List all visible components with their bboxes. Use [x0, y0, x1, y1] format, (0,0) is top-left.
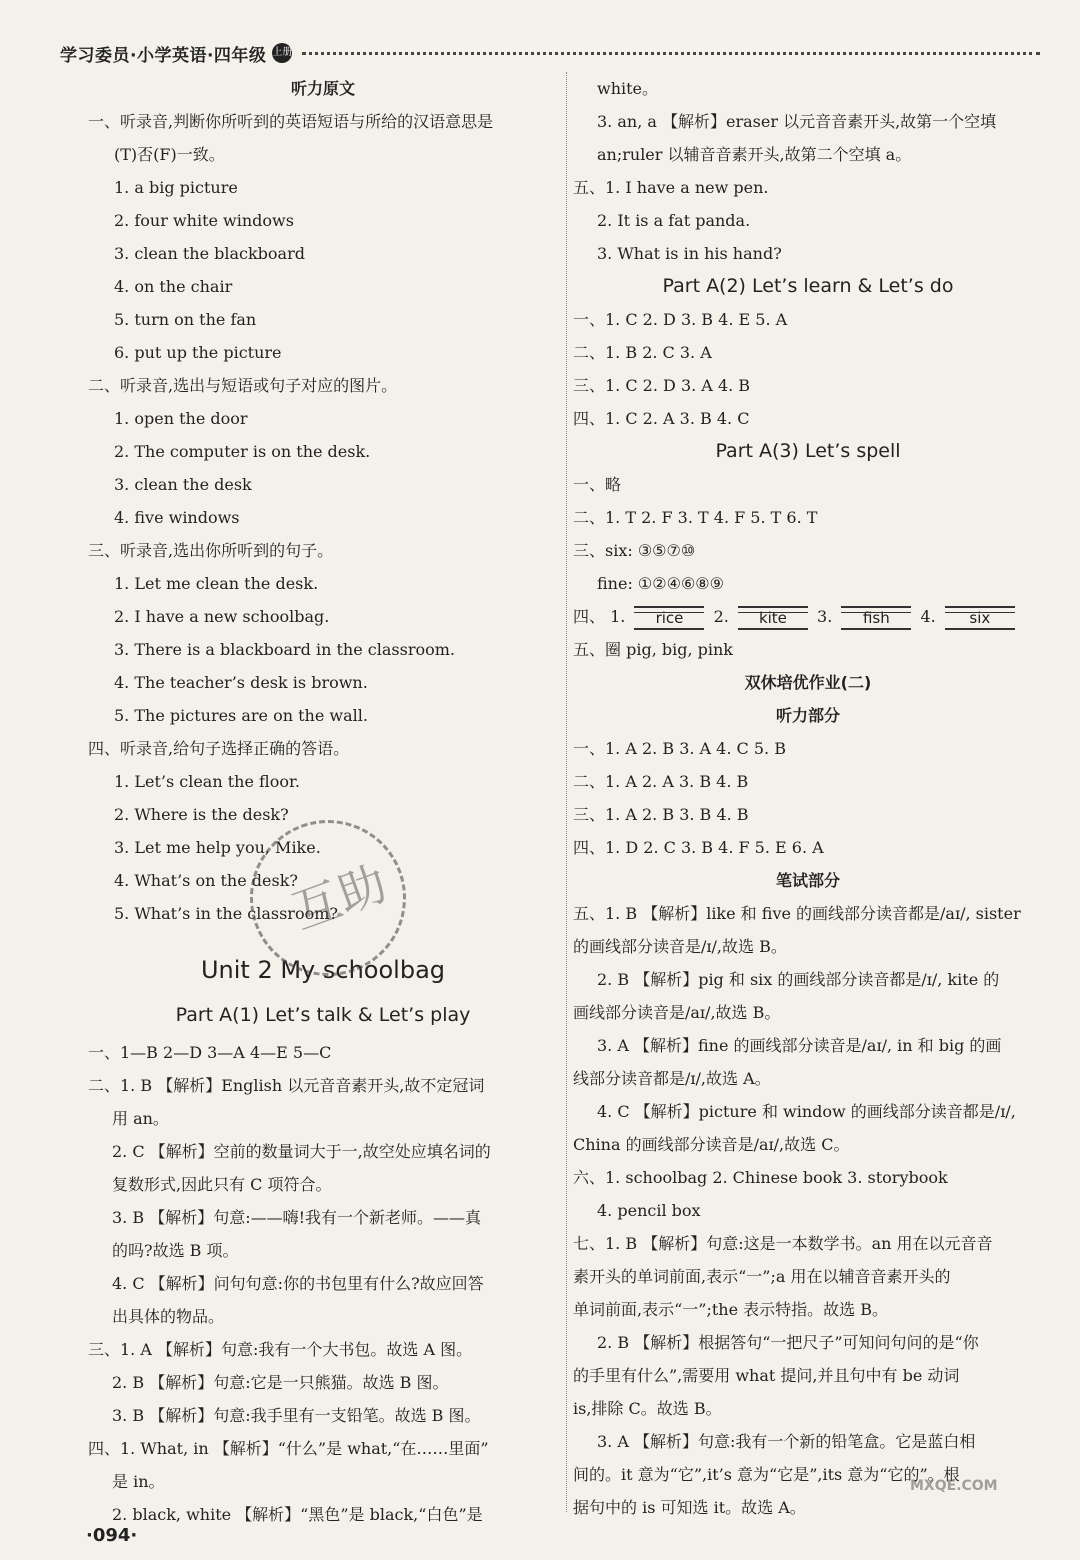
handwriting-word: kite	[738, 606, 808, 630]
answer-line: 用 an。	[112, 1109, 169, 1128]
answer-line: 3. an, a 【解析】eraser 以元音音素开头,故第一个空填	[597, 112, 997, 131]
site-watermark: MXQE.COM	[910, 1478, 998, 1494]
handwriting-word: six	[945, 606, 1015, 630]
listening-item: 6. put up the picture	[114, 343, 282, 362]
answer-line: 一、1—B 2—D 3—A 4—E 5—C	[88, 1043, 332, 1062]
answer-line: 是 in。	[112, 1472, 165, 1491]
answer-line: 的画线部分读音是/ɪ/,故选 B。	[573, 937, 787, 956]
answer-line: 七、1. B 【解析】句意:这是一本数学书。an 用在以元音音	[573, 1234, 993, 1253]
answer-line: 五、1. B 【解析】like 和 five 的画线部分读音都是/aɪ/, sister	[573, 904, 1021, 923]
listening-item: 4. What’s on the desk?	[114, 871, 298, 890]
answer-line: white。	[597, 79, 659, 98]
listening-item: 3. Let me help you, Mike.	[114, 838, 321, 857]
answer-line: 一、1. C 2. D 3. B 4. E 5. A	[573, 310, 788, 329]
part-title: Part A(3) Let’s spell	[715, 440, 901, 462]
answer-line: 线部分读音都是/ɪ/,故选 A。	[573, 1069, 771, 1088]
listening-item: 5. turn on the fan	[114, 310, 257, 329]
spell-num: 1.	[610, 607, 626, 626]
listening-item: 1. Let me clean the desk.	[114, 574, 319, 593]
answer-line: 四、1. What, in 【解析】“什么”是 what,“在……里面”	[88, 1439, 489, 1458]
answer-line: 四、1. D 2. C 3. B 4. F 5. E 6. A	[573, 838, 824, 857]
question-heading: 四、听录音,给句子选择正确的答语。	[88, 739, 350, 758]
unit-title: Unit 2 My schoolbag	[200, 956, 446, 984]
answer-line: 3. B 【解析】句意:——嗨!我有一个新老师。——真	[112, 1208, 482, 1227]
answer-line: 一、1. A 2. B 3. A 4. C 5. B	[573, 739, 786, 758]
answer-line: 三、1. A 2. B 3. B 4. B	[573, 805, 749, 824]
question-heading: 一、听录音,判断你所听到的英语短语与所给的汉语意思是	[88, 112, 494, 131]
listening-item: 1. a big picture	[114, 178, 238, 197]
answer-line: 二、1. T 2. F 3. T 4. F 5. T 6. T	[573, 508, 818, 527]
answer-line: 2. B 【解析】pig 和 six 的画线部分读音都是/ɪ/, kite 的	[597, 970, 1000, 989]
answer-line: 二、1. B 【解析】English 以元音音素开头,故不定冠词	[88, 1076, 485, 1095]
answer-line: 3. What is in his hand?	[597, 244, 782, 263]
answer-line: 间的。it 意为“它”,it’s 意为“它是”,its 意为“它的”。根	[573, 1465, 960, 1484]
listening-item: 2. four white windows	[114, 211, 294, 230]
listening-item: 1. open the door	[114, 409, 248, 428]
answer-line: 2. B 【解析】句意:它是一只熊猫。故选 B 图。	[112, 1373, 449, 1392]
question-heading: 三、听录音,选出你所听到的句子。	[88, 541, 334, 560]
column-divider	[566, 72, 567, 1512]
answer-line: 的手里有什么”,需要用 what 提问,并且句中有 be 动词	[573, 1366, 960, 1385]
left-column	[88, 72, 558, 1531]
listening-item: 5. The pictures are on the wall.	[114, 706, 368, 725]
spell-num: 2.	[713, 607, 729, 626]
header-divider	[302, 52, 1040, 55]
answer-line: 三、six: ③⑤⑦⑩	[573, 541, 696, 560]
listening-item: 3. clean the desk	[114, 475, 252, 494]
answer-line: 复数形式,因此只有 C 项符合。	[112, 1175, 332, 1194]
stamp-text: 互助	[285, 855, 395, 941]
part-title: Part A(1) Let’s talk & Let’s play	[175, 1004, 471, 1026]
part-title: Part A(2) Let’s learn & Let’s do	[662, 275, 954, 297]
answer-line: 四、1. C 2. A 3. B 4. C	[573, 409, 750, 428]
volume-badge: 上册	[272, 43, 292, 63]
answer-line: 五、圈 pig, big, pink	[573, 640, 733, 659]
handwriting-word: rice	[634, 606, 704, 630]
listening-item: 4. on the chair	[114, 277, 233, 296]
spell-num: 4.	[920, 607, 936, 626]
answer-line: 3. A 【解析】句意:我有一个新的铅笔盒。它是蓝白相	[597, 1432, 976, 1451]
answer-line: 据句中的 is 可知选 it。故选 A。	[573, 1498, 806, 1517]
listening-item: 2. Where is the desk?	[114, 805, 289, 824]
listening-item: 4. five windows	[114, 508, 240, 527]
answer-line: 画线部分读音是/aɪ/,故选 B。	[573, 1003, 781, 1022]
answer-line: 2. black, white 【解析】“黑色”是 black,“白色”是	[112, 1505, 483, 1524]
answer-line: 4. pencil box	[597, 1201, 701, 1220]
right-column	[573, 72, 1043, 1524]
answer-line: 三、1. A 【解析】句意:我有一个大书包。故选 A 图。	[88, 1340, 473, 1359]
answer-line: 一、略	[573, 475, 622, 494]
section-title: 听力原文	[290, 79, 355, 98]
answer-line: an;ruler 以辅音音素开头,故第二个空填 a。	[597, 145, 912, 164]
answer-line: 3. B 【解析】句意:我手里有一支铅笔。故选 B 图。	[112, 1406, 481, 1425]
listening-item: 2. The computer is on the desk.	[114, 442, 371, 461]
listening-item: 3. clean the blackboard	[114, 244, 305, 263]
spell-row-label: 四、	[573, 607, 606, 626]
section-title: 双休培优作业(二)	[744, 673, 872, 692]
listening-item: 5. What’s in the classroom?	[114, 904, 338, 923]
answer-line: 2. B 【解析】根据答句“一把尺子”可知问句问的是“你	[597, 1333, 979, 1352]
answer-line: 二、1. A 2. A 3. B 4. B	[573, 772, 749, 791]
answer-line: 单词前面,表示“一”;the 表示特指。故选 B。	[573, 1300, 888, 1319]
answer-line: 2. C 【解析】空前的数量词大于一,故空处应填名词的	[112, 1142, 491, 1161]
answer-line: is,排除 C。故选 B。	[573, 1399, 722, 1418]
answer-line: 4. C 【解析】picture 和 window 的画线部分读音都是/ɪ/,	[597, 1102, 1016, 1121]
answer-line: 二、1. B 2. C 3. A	[573, 343, 712, 362]
handwriting-word: fish	[841, 606, 911, 630]
book-title: 学习委员·小学英语·四年级	[60, 45, 267, 66]
answer-line: 4. C 【解析】问句句意:你的书包里有什么?故应回答	[112, 1274, 484, 1293]
answer-line: 三、1. C 2. D 3. A 4. B	[573, 376, 751, 395]
answer-line: 的吗?故选 B 项。	[112, 1241, 239, 1260]
answer-line: China 的画线部分读音是/aɪ/,故选 C。	[573, 1135, 850, 1154]
page-header	[60, 38, 1040, 68]
listening-item: 1. Let’s clean the floor.	[114, 772, 300, 791]
listening-item: 4. The teacher’s desk is brown.	[114, 673, 368, 692]
answer-line: 3. A 【解析】fine 的画线部分读音是/aɪ/, in 和 big 的画	[597, 1036, 1002, 1055]
answer-line: 五、1. I have a new pen.	[573, 178, 769, 197]
listening-item: 3. There is a blackboard in the classroom.	[114, 640, 455, 659]
answer-line: 素开头的单词前面,表示“一”;a 用在以辅音音素开头的	[573, 1267, 951, 1286]
listening-item: 2. I have a new schoolbag.	[114, 607, 330, 626]
spell-answer-row	[573, 600, 1043, 633]
answer-line: 出具体的物品。	[112, 1307, 225, 1326]
page-number: ·094·	[86, 1525, 138, 1546]
answer-line: 2. It is a fat panda.	[597, 211, 751, 230]
sub-section-title: 听力部分	[775, 706, 840, 725]
sub-section-title: 笔试部分	[775, 871, 840, 890]
answer-line: 六、1. schoolbag 2. Chinese book 3. storybook	[573, 1168, 948, 1187]
question-heading-cont: (T)否(F)一致。	[114, 145, 225, 164]
answer-line: fine: ①②④⑥⑧⑨	[597, 574, 724, 593]
question-heading: 二、听录音,选出与短语或句子对应的图片。	[88, 376, 398, 395]
spell-num: 3.	[817, 607, 833, 626]
